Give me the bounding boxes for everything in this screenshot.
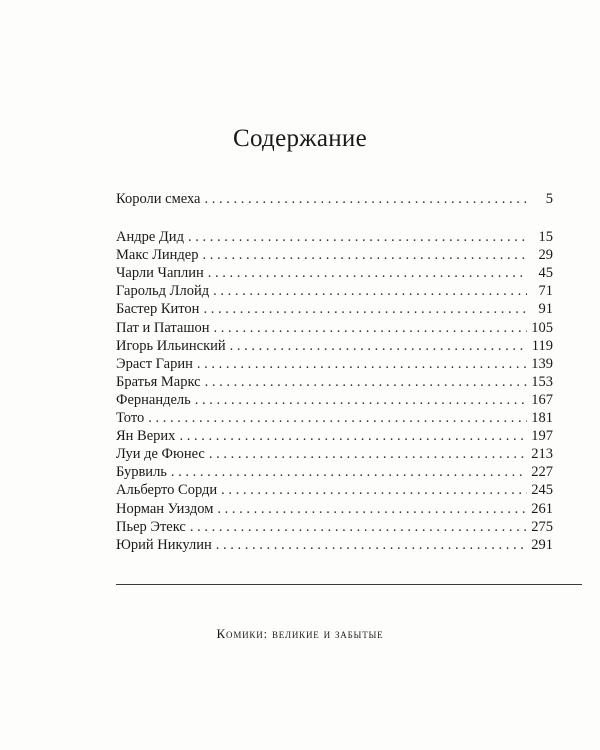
toc-entry	[116, 501, 553, 519]
toc-entry	[116, 464, 553, 482]
leader-dots	[216, 537, 527, 554]
toc-entry-page: 167	[531, 391, 553, 408]
table-of-contents	[116, 191, 553, 555]
leader-dots	[205, 374, 527, 391]
leader-dots	[171, 464, 527, 481]
leader-dots	[217, 501, 527, 518]
toc-entry-page: 181	[531, 410, 553, 427]
leader-dots	[148, 410, 527, 427]
toc-entry-label: Короли смеха	[116, 191, 201, 207]
toc-entry-label: Андре Дид	[116, 229, 184, 246]
toc-entry-page: 213	[531, 446, 553, 463]
toc-entry-page: 275	[531, 518, 553, 535]
divider	[116, 584, 582, 585]
toc-entry-label: Юрий Никулин	[116, 536, 212, 553]
toc-entry-intro	[116, 191, 553, 209]
leader-dots	[213, 283, 527, 300]
toc-entry-page: 45	[538, 265, 553, 282]
toc-entry-label: Фернандель	[116, 391, 191, 408]
leader-dots	[214, 320, 527, 337]
leader-dots	[230, 338, 527, 355]
toc-entry	[116, 410, 553, 428]
toc-entry-page: 261	[531, 500, 553, 517]
toc-entry	[116, 519, 553, 537]
leader-dots	[203, 301, 527, 318]
toc-entry-label: Бурвиль	[116, 464, 167, 481]
toc-entry-page: 15	[538, 229, 553, 246]
toc-entry	[116, 537, 553, 555]
toc-entry	[116, 356, 553, 374]
leader-dots	[197, 356, 527, 373]
toc-entry-label: Чарли Чаплин	[116, 265, 204, 282]
toc-entry-label: Бастер Китон	[116, 301, 200, 318]
toc-entry-label: Ян Верих	[116, 428, 176, 445]
toc-entry	[116, 247, 553, 265]
toc-entry-label: Пат и Паташон	[116, 319, 210, 336]
book-title-footer: Комики: великие и забытые	[216, 626, 384, 641]
toc-entry-page: 245	[531, 482, 553, 499]
toc-entry-label: Эраст Гарин	[116, 355, 193, 372]
toc-entry-page: 5	[545, 191, 553, 207]
leader-dots	[204, 191, 527, 208]
leader-dots	[221, 482, 527, 499]
toc-entry	[116, 338, 553, 356]
leader-dots	[203, 247, 528, 264]
toc-entry	[116, 428, 553, 446]
leader-dots	[179, 428, 527, 445]
toc-entry-page: 197	[531, 428, 553, 445]
leader-dots	[188, 229, 527, 246]
toc-entry-page: 29	[538, 247, 553, 264]
toc-entry-label: Гарольд Ллойд	[116, 283, 210, 300]
toc-entry-label: Игорь Ильинский	[116, 337, 226, 354]
toc-entry-label: Макс Линдер	[116, 247, 199, 264]
toc-entry-page: 119	[531, 337, 553, 354]
toc-entry-page: 139	[531, 355, 553, 372]
toc-entry	[116, 301, 553, 319]
leader-dots	[209, 446, 527, 463]
toc-entry-label: Луи де Фюнес	[116, 446, 205, 463]
toc-entry-page: 91	[538, 301, 553, 318]
toc-entry-label: Альберто Сорди	[116, 482, 218, 499]
toc-entry-label: Тото	[116, 410, 145, 427]
toc-entry	[116, 320, 553, 338]
toc-entry-page: 291	[531, 536, 553, 553]
toc-entry-label: Пьер Этекс	[116, 518, 186, 535]
leader-dots	[208, 265, 527, 282]
toc-entry-page: 227	[531, 464, 553, 481]
toc-entry	[116, 392, 553, 410]
toc-entry-label: Норман Уиздом	[116, 500, 214, 517]
toc-entry-list	[116, 229, 553, 555]
toc-entry	[116, 374, 553, 392]
toc-entry-page: 105	[531, 319, 553, 336]
toc-entry	[116, 283, 553, 301]
leader-dots	[190, 519, 527, 536]
toc-entry	[116, 446, 553, 464]
toc-entry-page: 153	[531, 373, 553, 390]
toc-entry-page: 71	[538, 283, 553, 300]
leader-dots	[195, 392, 527, 409]
page-title: Содержание	[233, 125, 367, 152]
toc-entry	[116, 229, 553, 247]
toc-entry	[116, 482, 553, 500]
toc-entry-label: Братья Маркс	[116, 373, 201, 390]
toc-entry	[116, 265, 553, 283]
